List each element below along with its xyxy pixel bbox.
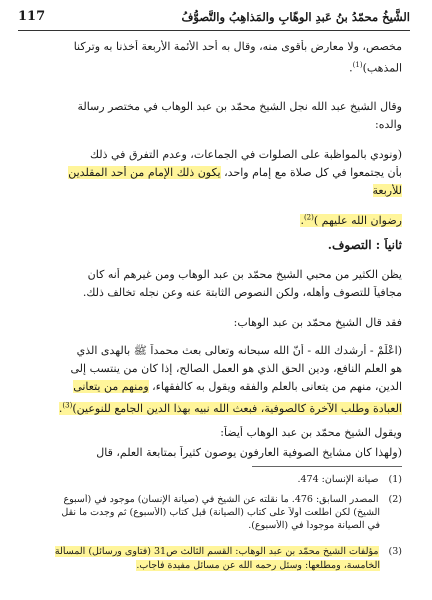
- section-heading: [18, 238, 402, 252]
- footnote-ref: (3): [62, 401, 73, 409]
- text-run: .: [349, 61, 353, 75]
- footnote-number: (3): [388, 546, 402, 557]
- quote-line: [18, 398, 402, 416]
- highlighted-text: رضوان الله عليهم ): [313, 213, 402, 227]
- text-run: (ونودي بالمواظبة على الصلوات في الجماعات، وعدم التفرق في ذلك: [90, 148, 402, 161]
- header-divider: [18, 30, 410, 31]
- text-run: مجافياً للتصوف وأهله، ولكن النصوص الثابتة عنه وعن نجله تخالف ذلك.: [82, 286, 402, 299]
- footnote-continuation: [18, 560, 380, 572]
- footnote-ref: (1): [352, 61, 363, 69]
- header-title: الشَّيخُ محمّدُ بنُ عَبدِ الوهّابِ والمَذاهِبُ والتَّصوُّفُ: [181, 10, 410, 24]
- highlighted-text: مؤلفات الشيخ محمّد بن عبد الوهاب: القسم الثالث ص31 (فتاوى ورسائل) المسألة: [54, 546, 379, 557]
- footnote-continuation: [18, 520, 380, 532]
- footnote-text: صيانة الإنسان: 474.: [297, 474, 379, 485]
- text-run: هو العلم النافع، ودين الحق الذي هو العمل الصالح، إذا كان من ينتسب إلى: [70, 362, 402, 375]
- footnote-divider: [252, 466, 402, 467]
- paragraph-line: [18, 268, 402, 282]
- paragraph-line: [18, 316, 402, 330]
- footnote-number: (2): [388, 494, 402, 505]
- text-run: المذهب): [362, 61, 402, 75]
- highlighted-text: للأربعة: [372, 184, 402, 197]
- footnote-continuation: [18, 507, 380, 519]
- quote-line: [18, 362, 402, 376]
- section-title: ثانياً : التصوف.: [327, 238, 402, 252]
- quote-line: [18, 184, 402, 198]
- footnote-text: المصدر السابق: 476. ما نقلته عن الشيخ في (صيانة الإنسان) موجود في (أسبوع: [63, 494, 379, 505]
- page-number: 117: [18, 9, 46, 24]
- quote-line: [18, 380, 402, 394]
- paragraph-line: [18, 446, 402, 460]
- highlighted-text: ومنهم من يتعانى: [73, 380, 149, 393]
- quote-line: [18, 210, 402, 228]
- footnote-number: (1): [388, 474, 402, 485]
- text-run: والده:: [375, 118, 402, 131]
- quote-line: [18, 344, 402, 358]
- paragraph-line: [18, 118, 402, 132]
- text-run: ويقول الشيخ محمّد بن عبد الوهاب أيضاً:: [220, 426, 402, 439]
- text-run: .: [58, 401, 63, 415]
- highlighted-text: الخامسة، ومطلعها: وسئل رحمه الله عن مسائل مفيدة فأجاب.: [136, 560, 380, 571]
- paragraph-line: [18, 100, 402, 114]
- running-header: [18, 8, 410, 30]
- text-run: (ولهذا كان مشايخ الصوفية العارفون يوصون كثيراً بمتابعة العلم، قال: [96, 446, 402, 459]
- quote-line: [18, 166, 402, 180]
- text-run: مخصص، ولا معارض بأقوى منه، وقال به أحد الأئمة الأربعة أخذنا به وتركنا: [73, 40, 402, 53]
- text-run: الدين، منهم من يتعانى بالعلم والفقه ويقول به كالفقهاء،: [152, 380, 402, 393]
- footnote-ref: (2): [303, 213, 314, 221]
- paragraph-line: [18, 58, 402, 76]
- footnote-text: الشيخ) لكن اطلعت أولاً على كتاب (الصيانة) قبل كتاب (الأسبوع) ثم وجدت ما نقل: [61, 507, 380, 518]
- footnote: [18, 494, 402, 506]
- text-run: وقال الشيخ عبد الله نجل الشيخ محمّد بن عبد الوهاب في مختصر رسالة: [77, 100, 402, 113]
- footnote: [18, 546, 402, 558]
- highlighted-text: يكون ذلك الإمام من أحد المقلدين: [68, 166, 221, 179]
- paragraph-line: [18, 286, 402, 300]
- text-run: بأن يجتمعوا في كل صلاة مع إمام واحد،: [224, 166, 402, 179]
- footnote: [18, 474, 402, 486]
- paragraph-line: [18, 426, 402, 440]
- text-run: .: [300, 213, 304, 227]
- quote-line: [18, 148, 402, 162]
- highlighted-text: العبادة وطلب الآخرة كالصوفية، فبعث الله نبيه بهذا الدين الجامع للنوعين): [72, 401, 402, 415]
- text-run: (اعْلَمْ - أرشدك الله - أنّ الله سبحانه وتعالى بعث محمداً ﷺ بالهدى الذي: [76, 344, 402, 357]
- text-run: فقد قال الشيخ محمّد بن عبد الوهاب:: [233, 316, 402, 329]
- text-run: يظن الكثير من محبي الشيخ محمّد بن عبد الوهاب ومن غيرهم أنه كان: [87, 268, 402, 281]
- paragraph-line: [18, 40, 402, 54]
- footnote-text: في الصيانة موجوداً في (الأسبوع).: [248, 520, 380, 531]
